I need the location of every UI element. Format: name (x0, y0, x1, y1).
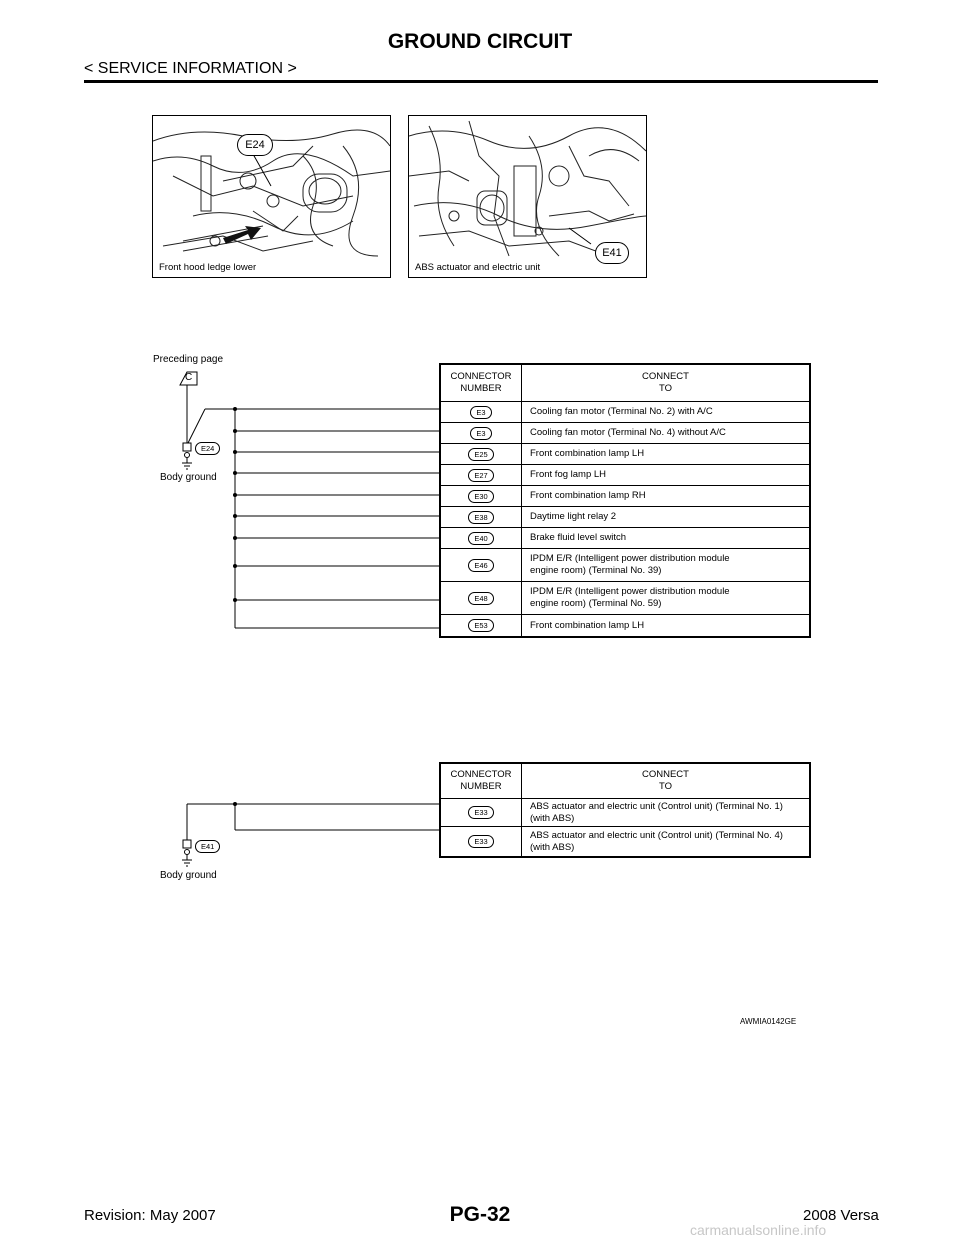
header-connect-text: CONNECT TO (642, 371, 689, 394)
footer-page-number: PG-32 (449, 1203, 511, 1226)
header-connect-to (522, 764, 809, 798)
photo-callout-label: E41 (602, 247, 622, 259)
table-row (441, 507, 809, 528)
connector-tag: E48 (468, 592, 493, 605)
connect-to-text: Brake fluid level switch (530, 532, 627, 543)
table-row (441, 549, 809, 582)
connect-to-text: ABS actuator and electric unit (Control unit) (Terminal No. 4) (with ABS) (530, 829, 783, 853)
header-connect-to (522, 365, 809, 401)
connect-to-text: Cooling fan motor (Terminal No. 2) with A/C (530, 406, 713, 417)
ground-connector-tag: E41 (195, 840, 220, 853)
connect-to-text: Front combination lamp LH (530, 448, 645, 459)
table-row (441, 827, 809, 856)
connector-tag: E53 (468, 619, 493, 632)
table-header (441, 764, 809, 799)
watermark: carmanualsonline.info (690, 1222, 827, 1238)
body-ground-label: Body ground (160, 870, 217, 881)
body-ground-label: Body ground (160, 472, 217, 483)
header-connect-text: CONNECT TO (642, 769, 689, 792)
photo-caption: ABS actuator and electric unit (415, 262, 541, 273)
connector-tag: E33 (468, 806, 493, 819)
table-header (441, 365, 809, 402)
connector-tag: E3 (470, 406, 491, 419)
footer-model: 2008 Versa (803, 1207, 879, 1224)
connect-to-text: ABS actuator and electric unit (Control unit) (Terminal No. 1) (with ABS) (530, 800, 783, 824)
table-row (441, 582, 809, 615)
connect-to-text: IPDM E/R (Intelligent power distribution module engine room) (Terminal No. 59) (530, 586, 730, 609)
connect-to-text: Front combination lamp LH (530, 619, 645, 631)
table-row (441, 528, 809, 549)
connect-to-text: IPDM E/R (Intelligent power distribution module engine room) (Terminal No. 39) (530, 553, 730, 576)
connector-tag: E40 (468, 532, 493, 545)
connector-c-label: C (185, 372, 193, 383)
table-row (441, 486, 809, 507)
header-connector-number (441, 365, 522, 401)
photo-callout-label: E24 (245, 139, 265, 151)
header-connector-text: CONNECTOR NUMBER (450, 769, 512, 792)
photo-caption: Front hood ledge lower (159, 262, 257, 273)
table-row (441, 799, 809, 827)
footer-revision: Revision: May 2007 (84, 1207, 216, 1224)
connect-to-text: Front combination lamp RH (530, 490, 646, 501)
connector-tag: E30 (468, 490, 493, 503)
figure-id: AWMIA0142GE (740, 1017, 797, 1026)
connector-tag: E38 (468, 511, 493, 524)
connector-tag: E33 (468, 835, 493, 848)
ground-connector-tag: E24 (195, 442, 220, 455)
connector-table-2 (439, 762, 811, 858)
page-title: GROUND CIRCUIT (387, 30, 573, 53)
table-row (441, 402, 809, 423)
connector-tag: E25 (468, 448, 493, 461)
section-title: < SERVICE INFORMATION > (84, 60, 297, 77)
connect-to-text: Daytime light relay 2 (530, 511, 617, 522)
table-row (441, 423, 809, 444)
connector-tag: E46 (468, 559, 493, 572)
table-row (441, 465, 809, 486)
header-connector-text: CONNECTOR NUMBER (450, 371, 512, 394)
preceding-page-label: Preceding page (153, 354, 224, 365)
connector-tag: E27 (468, 469, 493, 482)
connect-to-text: Cooling fan motor (Terminal No. 4) without A/C (530, 427, 726, 438)
header-connector-number (441, 764, 522, 798)
table-row (441, 444, 809, 465)
connector-tag: E3 (470, 427, 491, 440)
table-row (441, 615, 809, 636)
connect-to-text: Front fog lamp LH (530, 469, 607, 480)
connector-table-1 (439, 363, 811, 638)
